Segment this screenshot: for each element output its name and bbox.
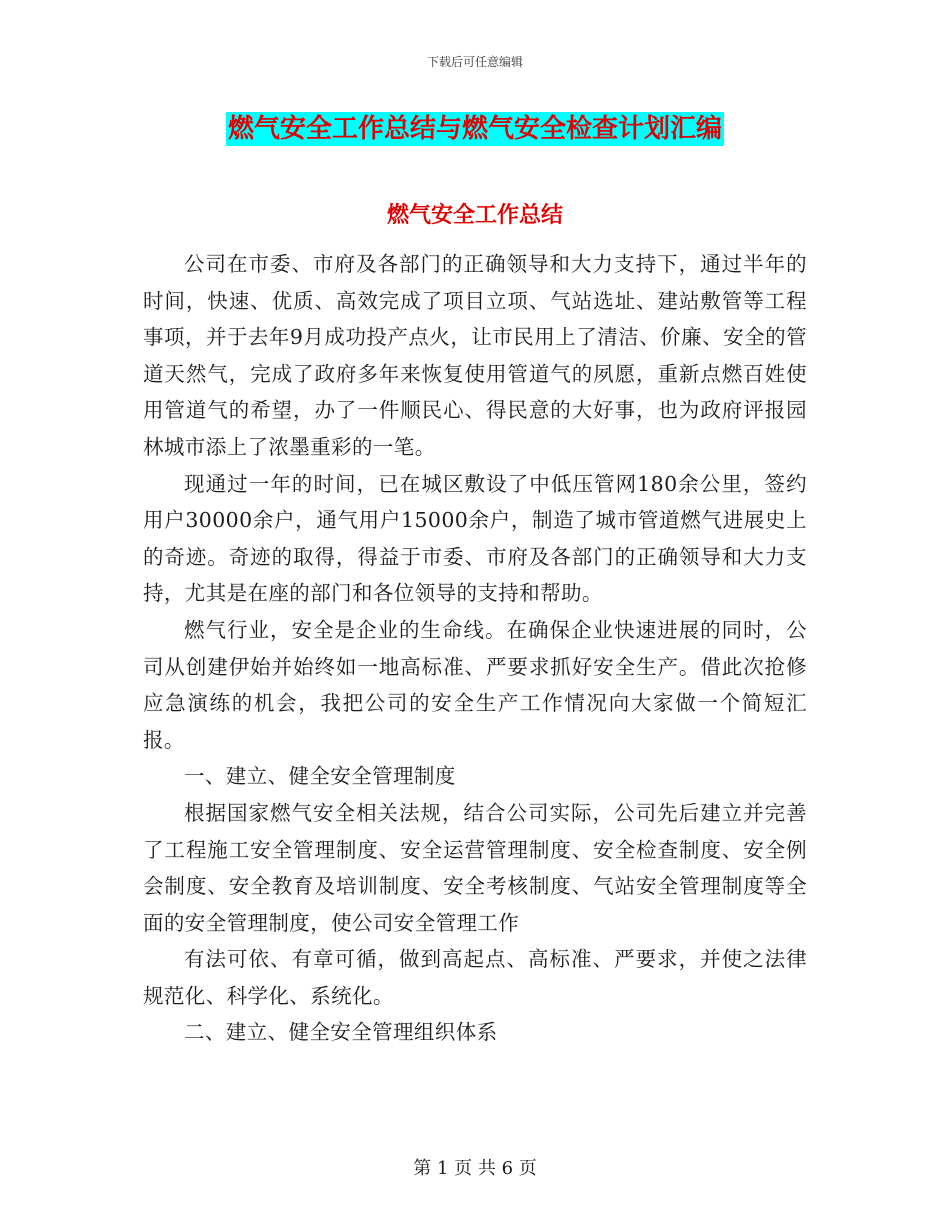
document-body bbox=[143, 246, 807, 1051]
header-note: 下载后可任意编辑 bbox=[426, 55, 523, 69]
paragraph: 现通过一年的时间，已在城区敷设了中低压管网180余公里，签约用户30000余户，通气用户15000余户，制造了城市管道燃气进展史上的奇迹。奇迹的取得，得益于市委、市府及各部门的正确领导和大力支持，尤其是在座的部门和各位领导的支持和帮助。 bbox=[143, 471, 807, 606]
paragraph: 公司在市委、市府及各部门的正确领导和大力支持下，通过半年的时间，快速、优质、高效完成了项目立项、气站选址、建站敷管等工程事项，并于去年9月成功投产点火，让市民用上了清洁、价廉、安全的管道天然气，完成了政府多年来恢复使用管道气的夙愿，重新点燃百姓使用管道气的希望，办了一件顺民心、得民意的大好事，也为政府评报园林城市添上了浓墨重彩的一笔。 bbox=[143, 252, 807, 459]
paragraph: 燃气行业，安全是企业的生命线。在确保企业快速进展的同时，公司从创建伊始并始终如一地高标准、严要求抓好安全生产。借此次抢修应急演练的机会，我把公司的安全生产工作情况向大家做一个简短汇报。 bbox=[143, 617, 807, 752]
heading-paragraph: 一、建立、健全安全管理制度 bbox=[184, 764, 456, 789]
page-number-footer: 第 1 页 共 6 页 bbox=[413, 1158, 537, 1179]
paragraph: 有法可依、有章可循，做到高起点、高标准、严要求，并使之法律规范化、科学化、系统化。 bbox=[143, 947, 807, 1008]
section-title: 燃气安全工作总结 bbox=[386, 203, 563, 228]
main-title-container bbox=[0, 112, 950, 146]
document-title: 燃气安全工作总结与燃气安全检查计划汇编 bbox=[227, 114, 722, 144]
paragraph: 根据国家燃气安全相关法规，结合公司实际，公司先后建立并完善了工程施工安全管理制度、安全运营管理制度、安全检查制度、安全例会制度、安全教育及培训制度、安全考核制度、气站安全管理制度等全面的安全管理制度，使公司安全管理工作 bbox=[143, 800, 807, 935]
heading-paragraph: 二、建立、健全安全管理组织体系 bbox=[184, 1020, 498, 1045]
